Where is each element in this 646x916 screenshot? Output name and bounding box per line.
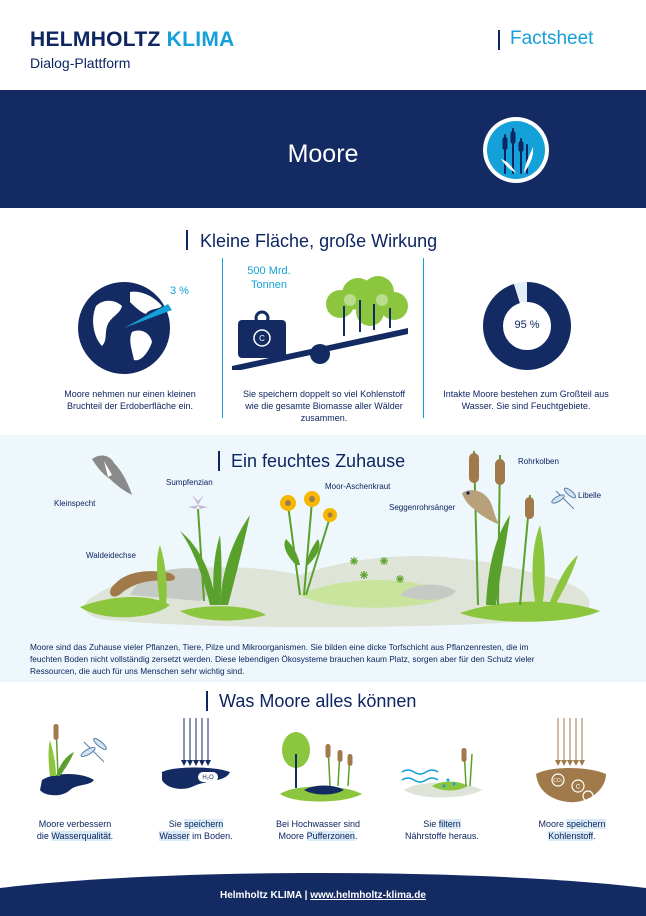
caption-highlight: filtern	[438, 819, 461, 829]
caption-text: .	[354, 831, 358, 841]
section-title-1: Kleine Fläche, große Wirkung	[200, 231, 438, 251]
habitat-paragraph	[30, 641, 620, 677]
caption-highlight: Wasser	[159, 831, 190, 841]
caption-line	[258, 830, 378, 842]
title-banner	[0, 90, 646, 208]
caption-highlight: speichern	[566, 819, 606, 829]
share-value: 3 %	[170, 285, 189, 297]
section-divider	[186, 230, 188, 250]
carbon-label: C	[575, 784, 581, 791]
water-share-value: 95 %	[514, 319, 540, 331]
caption-line: Moore verbessern	[38, 819, 112, 829]
label-rohrkolben: Rohrkolben	[518, 457, 559, 466]
caption-line	[512, 818, 632, 830]
caption-text: .	[110, 831, 114, 841]
divider	[498, 30, 500, 50]
caption-line	[512, 830, 632, 842]
page-title: Moore	[287, 140, 359, 168]
caption-line: Bei Hochwasser sind	[275, 819, 361, 829]
column-divider	[222, 258, 223, 418]
caption-line	[15, 830, 135, 842]
water-quality-icon	[30, 714, 120, 808]
seesaw-scale-icon	[232, 270, 412, 370]
reeds-icon	[483, 117, 549, 183]
fact-text-line: Sie speichern doppelt so viel Kohlenstoff	[243, 389, 405, 399]
section-title-3: Was Moore alles können	[219, 691, 417, 711]
label-seggenrohrsaenger: Seggenrohrsänger	[389, 503, 456, 512]
caption-highlight: Pufferzonen	[306, 831, 355, 841]
fact-text-3	[428, 388, 624, 412]
paragraph-line: Ressourcen, die auch für uns Menschen sehr wichtig sind.	[30, 666, 245, 676]
caption-text: die	[36, 831, 52, 841]
brand-klima: KLIMA	[166, 28, 235, 51]
brand-logo[interactable]	[30, 28, 235, 52]
caption-highlight: Wasserqualität	[51, 831, 111, 841]
header	[0, 0, 646, 90]
carbon-storage-icon	[528, 714, 618, 808]
caption-highlight: Kohlenstoff	[548, 831, 594, 841]
label-libelle: Libelle	[578, 491, 602, 500]
benefit-text-3	[258, 818, 378, 842]
benefit-text-5	[512, 818, 632, 842]
caption-line	[136, 818, 256, 830]
carbon-amount-line1: 500 Mrd.	[247, 265, 291, 277]
footer-org: Helmholtz KLIMA	[220, 890, 302, 901]
carbon-amount-line2: Tonnen	[250, 279, 288, 291]
flood-buffer-icon	[274, 714, 364, 808]
brand-subtitle: Dialog-Plattform	[30, 55, 131, 71]
caption-text: .	[593, 831, 596, 841]
fact-text-1	[40, 388, 220, 412]
caption-text: Moore	[538, 819, 567, 829]
water-storage-icon	[154, 714, 244, 808]
doc-type-label: Factsheet	[510, 28, 594, 49]
label-sumpfenzian: Sumpfenzian	[166, 478, 213, 487]
column-divider	[423, 258, 424, 418]
fact-text-line: wie die gesamte Biomasse aller Wälder	[245, 401, 403, 411]
caption-line: Nährstoffe heraus.	[405, 831, 479, 841]
benefit-text-2	[136, 818, 256, 842]
caption-line	[136, 830, 256, 842]
co2-label: CO₂	[553, 778, 563, 784]
paragraph-line: Moore sind das Zuhause vieler Pflanzen, Tiere, Pilze und Mikroorganismen. Sie bilden eine dicke Torfschicht aus Pflanzenresten, die im	[30, 642, 529, 652]
fact-text-line: Moore nehmen nur einen kleinen	[64, 389, 196, 399]
section-title-2: Ein feuchtes Zuhause	[231, 451, 406, 471]
footer-separator: |	[301, 890, 311, 901]
label-waldeidechse: Waldeidechse	[86, 551, 136, 560]
fact-text-line: Wasser. Sie sind Feuchtgebiete.	[461, 401, 591, 411]
paragraph-line: feuchten Boden nicht vollständig zersetzt werden. Diese lebendigen Ökosysteme brauchen kaum Platz, sorgen aber für den Schutz vieler	[30, 654, 535, 664]
fact-text-2	[226, 388, 422, 424]
caption-text: Sie	[168, 819, 185, 829]
label-moor-aschenkraut: Moor-Aschenkraut	[325, 482, 391, 491]
fact-text-line: Bruchteil der Erdoberfläche ein.	[66, 401, 194, 411]
caption-text: Sie	[423, 819, 439, 829]
svg-text:C: C	[259, 334, 265, 343]
caption-highlight: speichern	[184, 819, 224, 829]
fact-text-line: Intakte Moore bestehen zum Großteil aus	[443, 389, 609, 399]
caption-text: Moore	[278, 831, 307, 841]
footer	[0, 890, 646, 901]
brand-helmholtz: HELMHOLTZ	[30, 28, 161, 51]
caption-line	[382, 818, 502, 830]
caption-text: im Boden.	[189, 831, 233, 841]
section-divider	[206, 691, 208, 711]
footer-link[interactable]: www.helmholtz-klima.de	[310, 890, 426, 901]
fact-text-line: zusammen.	[300, 413, 348, 423]
benefit-text-1	[15, 818, 135, 842]
benefit-text-4	[382, 818, 502, 842]
svg-text:H₂O: H₂O	[202, 775, 214, 781]
section-divider	[218, 451, 220, 471]
nutrient-filter-icon	[398, 714, 488, 808]
label-kleinspecht: Kleinspecht	[54, 499, 96, 508]
